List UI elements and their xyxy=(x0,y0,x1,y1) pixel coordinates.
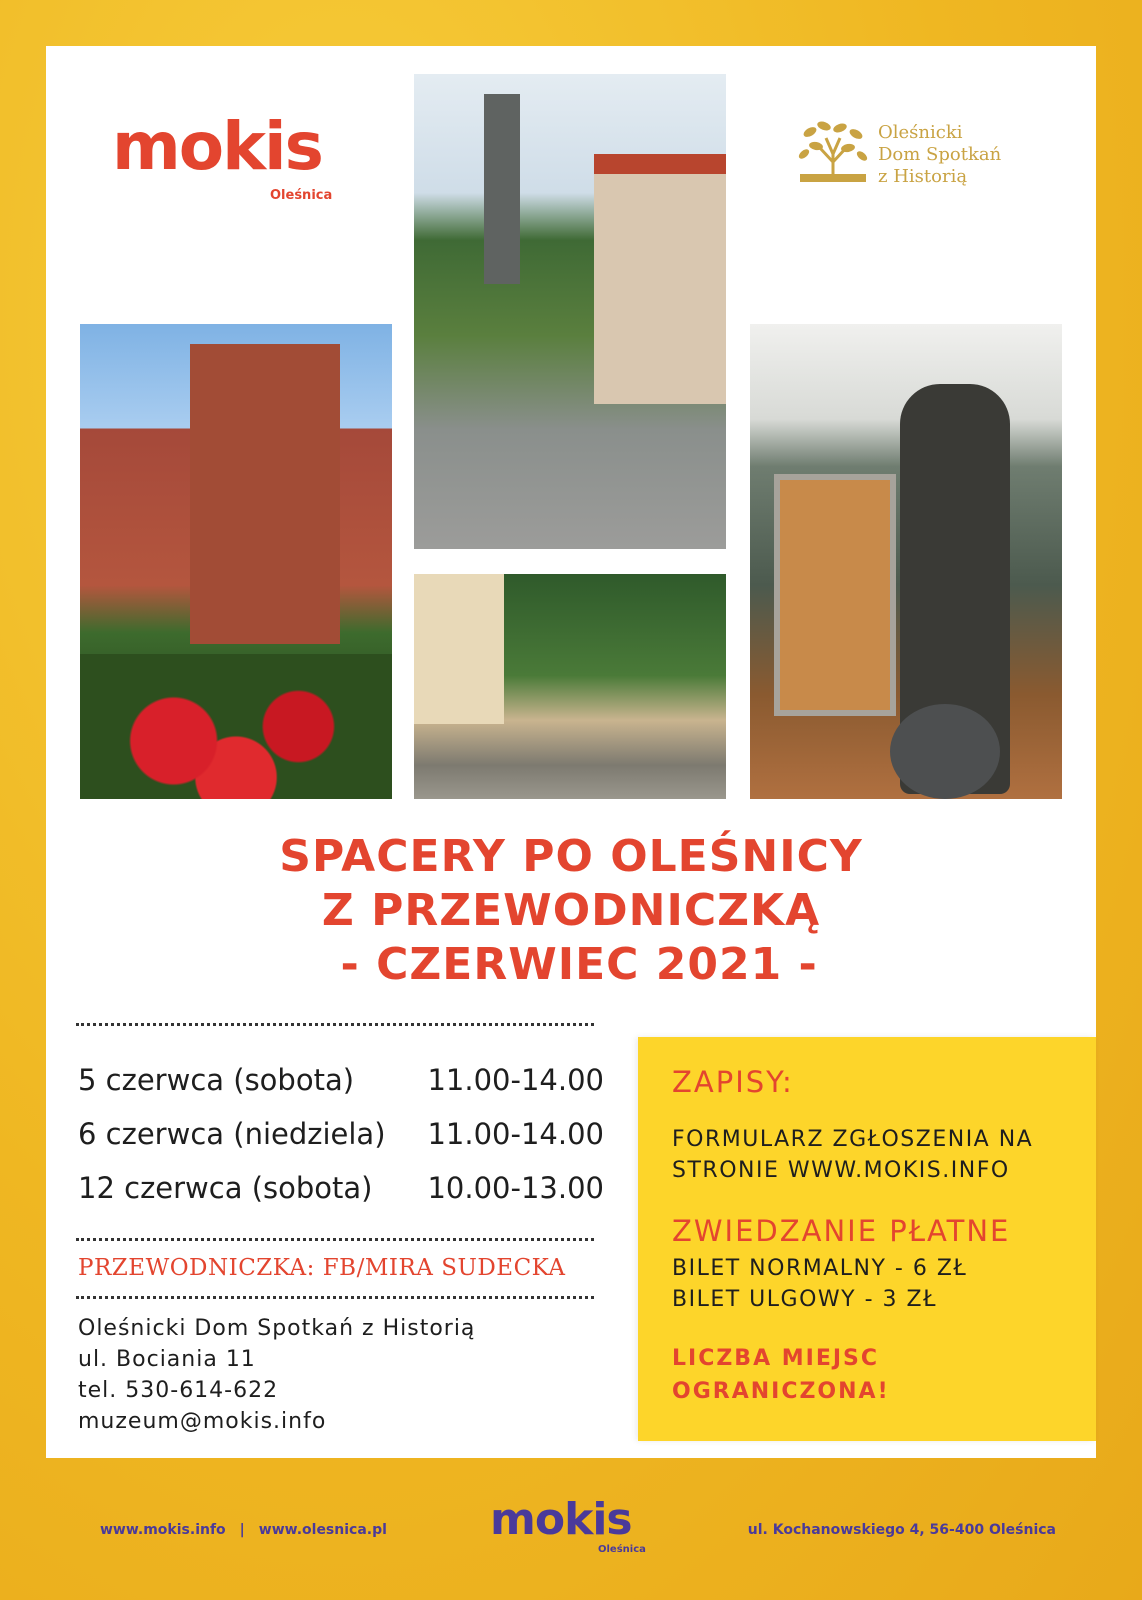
footer-logo-word: mokis xyxy=(490,1494,632,1545)
photo-brick-tower xyxy=(190,344,340,644)
photo-castle-wall xyxy=(594,174,726,404)
photo-brick-tower-roses xyxy=(80,324,392,799)
address-email: muzeum@mokis.info xyxy=(78,1409,327,1434)
signup-form-line1: FORMULARZ ZGŁOSZENIA NA xyxy=(672,1127,1034,1152)
schedule-time: 11.00-14.00 xyxy=(427,1063,604,1097)
address-street: ul. Bociania 11 xyxy=(78,1347,256,1372)
mokis-logo-sub: Oleśnica xyxy=(270,188,333,203)
photo-castle-tour xyxy=(414,74,726,549)
schedule-date: 5 czerwca (sobota) xyxy=(78,1063,355,1097)
schedule-row xyxy=(78,1117,604,1157)
address-phone: tel. 530-614-622 xyxy=(78,1378,279,1403)
photo-roses xyxy=(80,654,392,799)
title-line1: SPACERY PO OLEŚNICY xyxy=(279,831,863,882)
signup-form-line2: STRONIE WWW.MOKIS.INFO xyxy=(672,1158,1010,1183)
mokis-logo-word: mokis xyxy=(112,108,322,185)
schedule-date: 6 czerwca (niedziela) xyxy=(78,1117,386,1151)
schedule-date: 12 czerwca (sobota) xyxy=(78,1171,373,1205)
photo-castle-spire xyxy=(484,94,520,284)
tree-icon xyxy=(796,118,870,184)
footer-link-olesnica[interactable]: www.olesnica.pl xyxy=(258,1522,387,1538)
mokis-logo xyxy=(112,108,352,208)
title-line3: - CZERWIEC 2021 - xyxy=(324,939,818,990)
schedule-row xyxy=(78,1063,604,1103)
guide-info: PRZEWODNICZKA: FB/MIRA SUDECKA xyxy=(78,1255,566,1281)
limit-line1: LICZBA MIEJSC xyxy=(672,1346,880,1371)
photo-street-group xyxy=(414,574,726,799)
footer-link-mokis[interactable]: www.mokis.info xyxy=(100,1522,226,1538)
footer-mokis-logo xyxy=(490,1494,660,1554)
contact-address xyxy=(78,1313,475,1437)
limit-line2: OGRANICZONA! xyxy=(672,1379,890,1404)
signup-heading: ZAPISY: xyxy=(672,1065,794,1099)
title-line2: Z PRZEWODNICZKĄ xyxy=(321,885,821,936)
photo-house xyxy=(414,574,504,724)
ods-logo xyxy=(796,118,1036,198)
photo-display-case xyxy=(774,474,896,716)
schedule-time: 10.00-13.00 xyxy=(427,1171,604,1205)
paid-visit-heading: ZWIEDZANIE PŁATNE xyxy=(672,1214,1011,1248)
dotted-divider xyxy=(76,1296,594,1299)
ods-logo-line2: Dom Spotkań xyxy=(878,144,1002,165)
footer-address: ul. Kochanowskiego 4, 56-400 Oleśnica xyxy=(747,1522,1056,1538)
ticket-normal: BILET NORMALNY - 6 ZŁ xyxy=(672,1256,968,1281)
schedule-row xyxy=(78,1171,604,1211)
photo-globe xyxy=(890,704,1000,799)
footer-logo-sub: Oleśnica xyxy=(598,1544,646,1555)
footer-separator: | xyxy=(239,1522,245,1538)
schedule-time: 11.00-14.00 xyxy=(427,1117,604,1151)
poster-title xyxy=(46,830,1096,992)
ods-logo-line3: z Historią xyxy=(878,166,968,187)
footer-links xyxy=(100,1522,387,1538)
ods-logo-line1: Oleśnicki xyxy=(878,122,963,143)
address-name: Oleśnicki Dom Spotkań z Historią xyxy=(78,1316,476,1341)
photo-museum-statue xyxy=(750,324,1062,799)
dotted-divider xyxy=(76,1238,594,1241)
ticket-reduced: BILET ULGOWY - 3 ZŁ xyxy=(672,1287,937,1312)
dotted-divider xyxy=(76,1023,594,1026)
